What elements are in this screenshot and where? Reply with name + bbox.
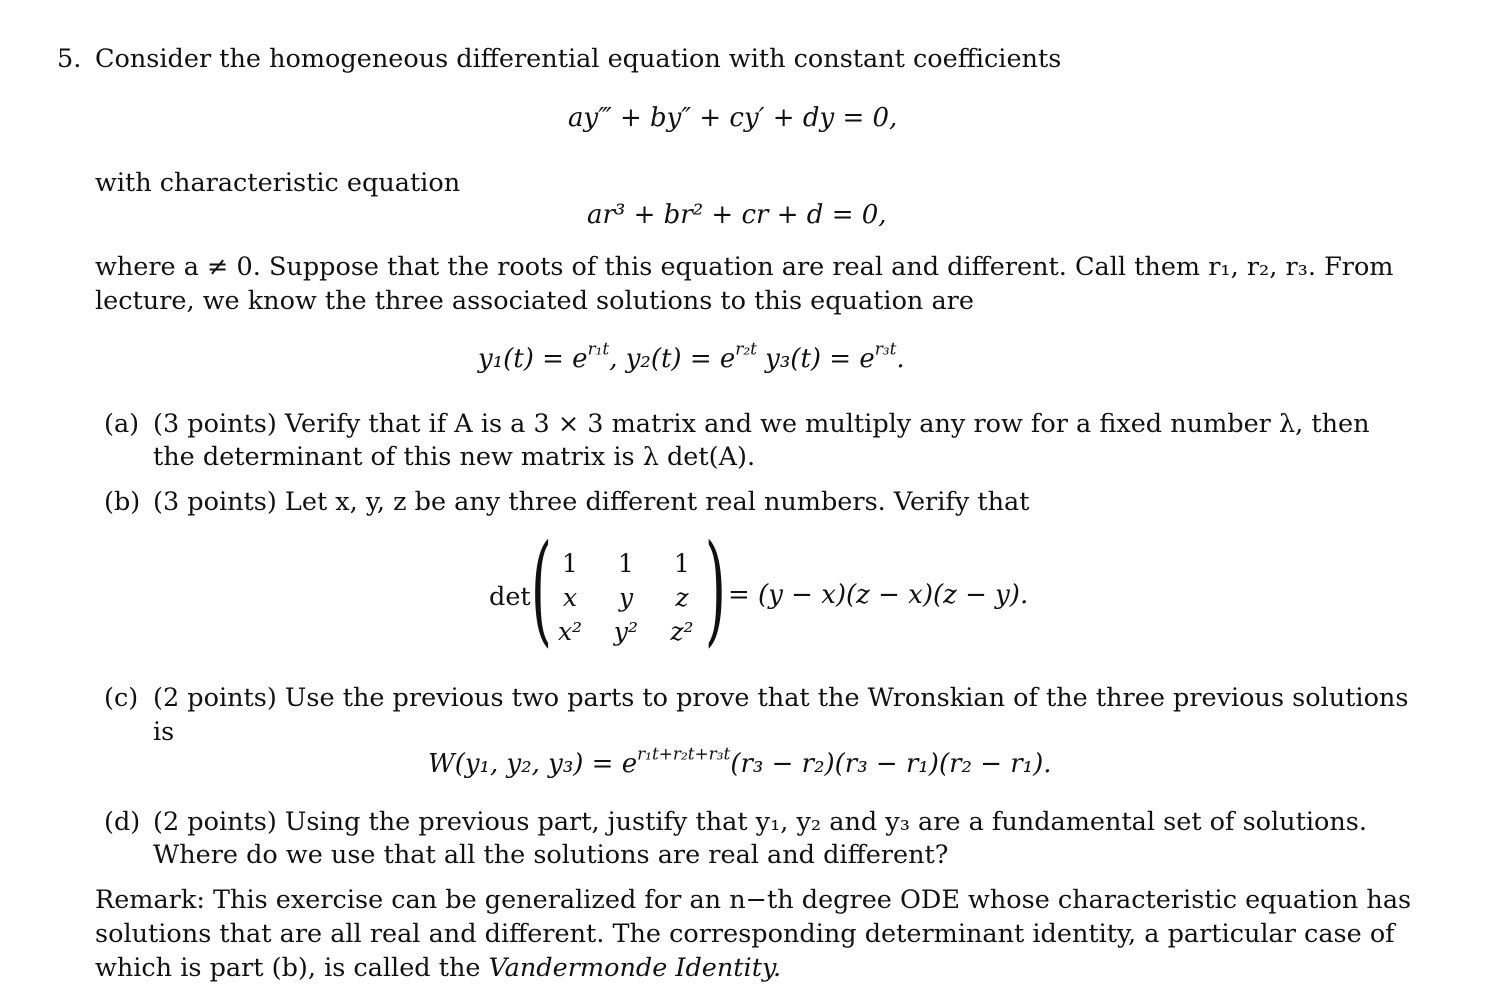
- vandermonde-rhs: = (y − x)(z − x)(z − y).: [728, 580, 1029, 610]
- where-line-1: where a ≠ 0. Suppose that the roots of this equation are real and different. Call them r₁, r₂, r₃. From: [95, 252, 1394, 282]
- characteristic-equation: ar³ + br² + cr + d = 0,: [587, 200, 887, 230]
- part-a-line-2: the determinant of this new matrix is λ det(A).: [153, 442, 756, 472]
- matrix-cell: z²: [670, 616, 694, 646]
- matrix-left-paren: (: [530, 520, 552, 659]
- problem-number: 5.: [57, 44, 82, 74]
- part-d-label: (d): [104, 807, 141, 837]
- matrix-cell: 1: [674, 548, 690, 578]
- part-d-line-2: Where do we use that all the solutions are real and different?: [153, 840, 949, 870]
- part-c-label: (c): [104, 683, 139, 713]
- char-label: with characteristic equation: [95, 168, 461, 198]
- matrix-right-paren: ): [704, 520, 726, 659]
- matrix-cell: y²: [613, 616, 639, 646]
- remark-line-3: [95, 951, 781, 985]
- remark-line-2: solutions that are all real and different. The corresponding determinant identity, a particular case of: [95, 919, 1395, 949]
- remark-line-1: Remark: This exercise can be generalized for an n−th degree ODE whose characteristic equation has: [95, 885, 1412, 915]
- matrix-cell: x²: [557, 616, 583, 646]
- ode-equation: ay‴ + by″ + cy′ + dy = 0,: [568, 103, 898, 133]
- part-d-line-1: (2 points) Using the previous part, justify that y₁, y₂ and y₃ are a fundamental set of solutions.: [153, 807, 1367, 837]
- wronskian-equation: W(y₁, y₂, $y_3) = e^{r_1t+r_2t+r_3t}(r_3 - r_2)(r_3 - r_1)(r_2 - r_1)$.: [428, 743, 1052, 779]
- matrix-cell: z: [675, 582, 689, 612]
- problem-intro: Consider the homogeneous differential equation with constant coefficients: [95, 44, 1062, 74]
- part-a-line-1: (3 points) Verify that if A is a 3 × 3 matrix and we multiply any row for a fixed number λ, then: [153, 409, 1370, 439]
- part-b-label: (b): [104, 487, 141, 517]
- vandermonde-identity-name: Vandermonde Identity.: [488, 953, 782, 983]
- det-operator: det: [489, 582, 531, 612]
- matrix-cell: 1: [618, 548, 634, 578]
- part-b-line-1: (3 points) Let x, y, z be any three different real numbers. Verify that: [153, 487, 1030, 517]
- remark-line-3-prefix: which is part (b), is called the: [95, 953, 489, 983]
- matrix-cell: 1: [562, 548, 578, 578]
- part-c-line-2: is: [153, 717, 175, 747]
- solutions-equation: $y_1(t) = e^{r_1t}$, $y_2(t) = e^{r_2t}$ $y_3(t) = e^{r_3t}$.: [478, 338, 905, 374]
- matrix-cell: x: [562, 582, 578, 612]
- where-line-2: lecture, we know the three associated solutions to this equation are: [95, 286, 974, 316]
- vandermonde-matrix: [542, 546, 710, 648]
- part-c-line-1: (2 points) Use the previous two parts to prove that the Wronskian of the three previous solutions: [153, 683, 1409, 713]
- matrix-cell: y: [618, 582, 634, 612]
- part-a-label: (a): [104, 409, 140, 439]
